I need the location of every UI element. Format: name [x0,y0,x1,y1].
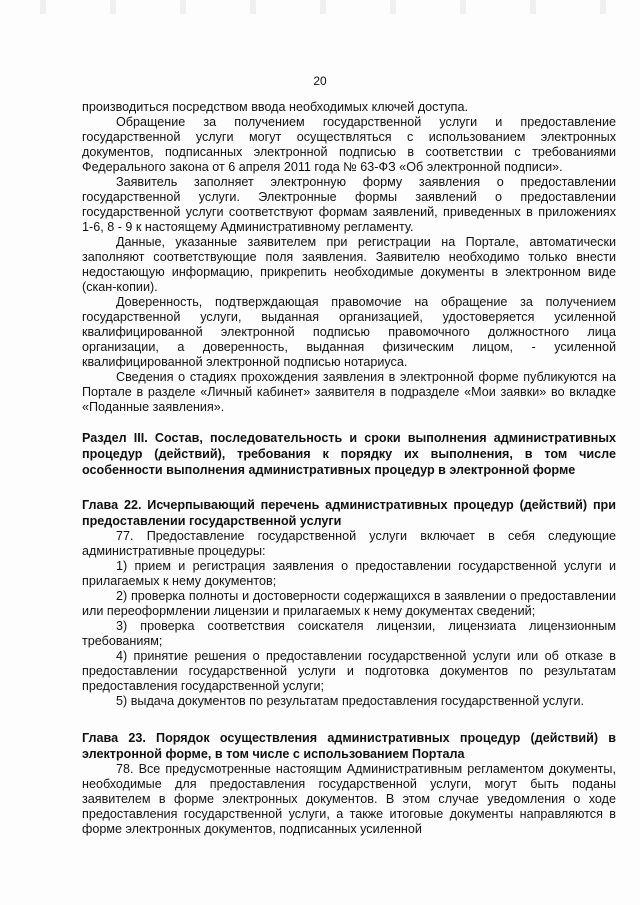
document-body [82,100,616,837]
item-78-text: 78. Все предусмотренные настоящим Административным регламентом документы, необходимые для предоставления государственной услуги, могут быть поданы заявителем в форме электронных документов. В этом случае уведомления о ходе предоставления государственной услуги, а также итоговые документы направляются в форме электронных документов, подписанных усиленной [82,762,616,836]
paragraph-status-info: Сведения о стадиях прохождения заявления в электронной форме публикуются на Портале в разделе «Личный кабинет» заявителя в подразделе «Мои заявки» во вкладке «Поданные заявления». [82,370,616,414]
list-item: 1) прием и регистрация заявления о предоставлении государственной услуги и прилагаемых к нему документов; [82,559,616,588]
paragraph-electronic-form: Заявитель заполняет электронную форму заявления о предоставлении государственной услуги. Электронные формы заявлений о предоставлении государственной услуги соответствуют формам заявлений, приведенных в приложениях 1-6, 8 - 9 к настоящему Административному регламенту. [82,175,616,234]
list-item: 4) принятие решения о предоставлении государственной услуги или об отказе в предоставлении государственной услуги и подготовка документов по результатам предоставления государственной услуги; [82,649,616,693]
section-3-heading: Раздел III. Состав, последовательность и сроки выполнения административных процедур (действий), требования к порядку их выполнения, в том числе особенности выполнения административных процедур в электронной форме [82,431,616,477]
paragraph-power-of-attorney: Доверенность, подтверждающая правомочие на обращение за получением государственной услуги, выданная организацией, удостоверяется усиленной квалифицированной электронной подписью правомочного должностного лица организации, а доверенность, выданная физическим лицом, - усиленной квалифицированной электронной подписью нотариуса. [82,295,616,369]
paragraph-portal-data: Данные, указанные заявителем при регистрации на Портале, автоматически заполняют соответствующие поля заявления. Заявителю необходимо только внести недостающую информацию, прикрепить необходимые документы в электронном виде (скан-копии). [82,235,616,294]
chapter-22-heading: Глава 22. Исчерпывающий перечень административных процедур (действий) при предоставлении государственной услуги [82,498,616,528]
chapter-23-heading: Глава 23. Порядок осуществления административных процедур (действий) в электронной форме, в том числе с использованием Портала [82,731,616,761]
list-item: 5) выдача документов по результатам предоставления государственной услуги. [116,694,584,708]
list-item: 2) проверка полноты и достоверности содержащихся в заявлении о предоставлении или переоформлении лицензии и прилагаемых к нему документах сведений; [82,589,616,618]
scan-edge-artifact [0,0,640,14]
item-77-intro: 77. Предоставление государственной услуги включает в себя следующие административные процедуры: [82,529,616,558]
list-item: 3) проверка соответствия соискателя лицензии, лицензиата лицензионным требованиям; [82,619,616,648]
paragraph-electronic-documents: Обращение за получением государственной услуги и предоставление государственной услуги могут осуществляться с использованием электронных документов, подписанных электронной подписью в соответствии с требованиями Федерального закона от 6 апреля 2011 года № 63-ФЗ «Об электронной подписи». [82,115,616,174]
paragraph-continuation: производиться посредством ввода необходимых ключей доступа. [82,100,469,114]
page-number: 20 [313,74,327,88]
